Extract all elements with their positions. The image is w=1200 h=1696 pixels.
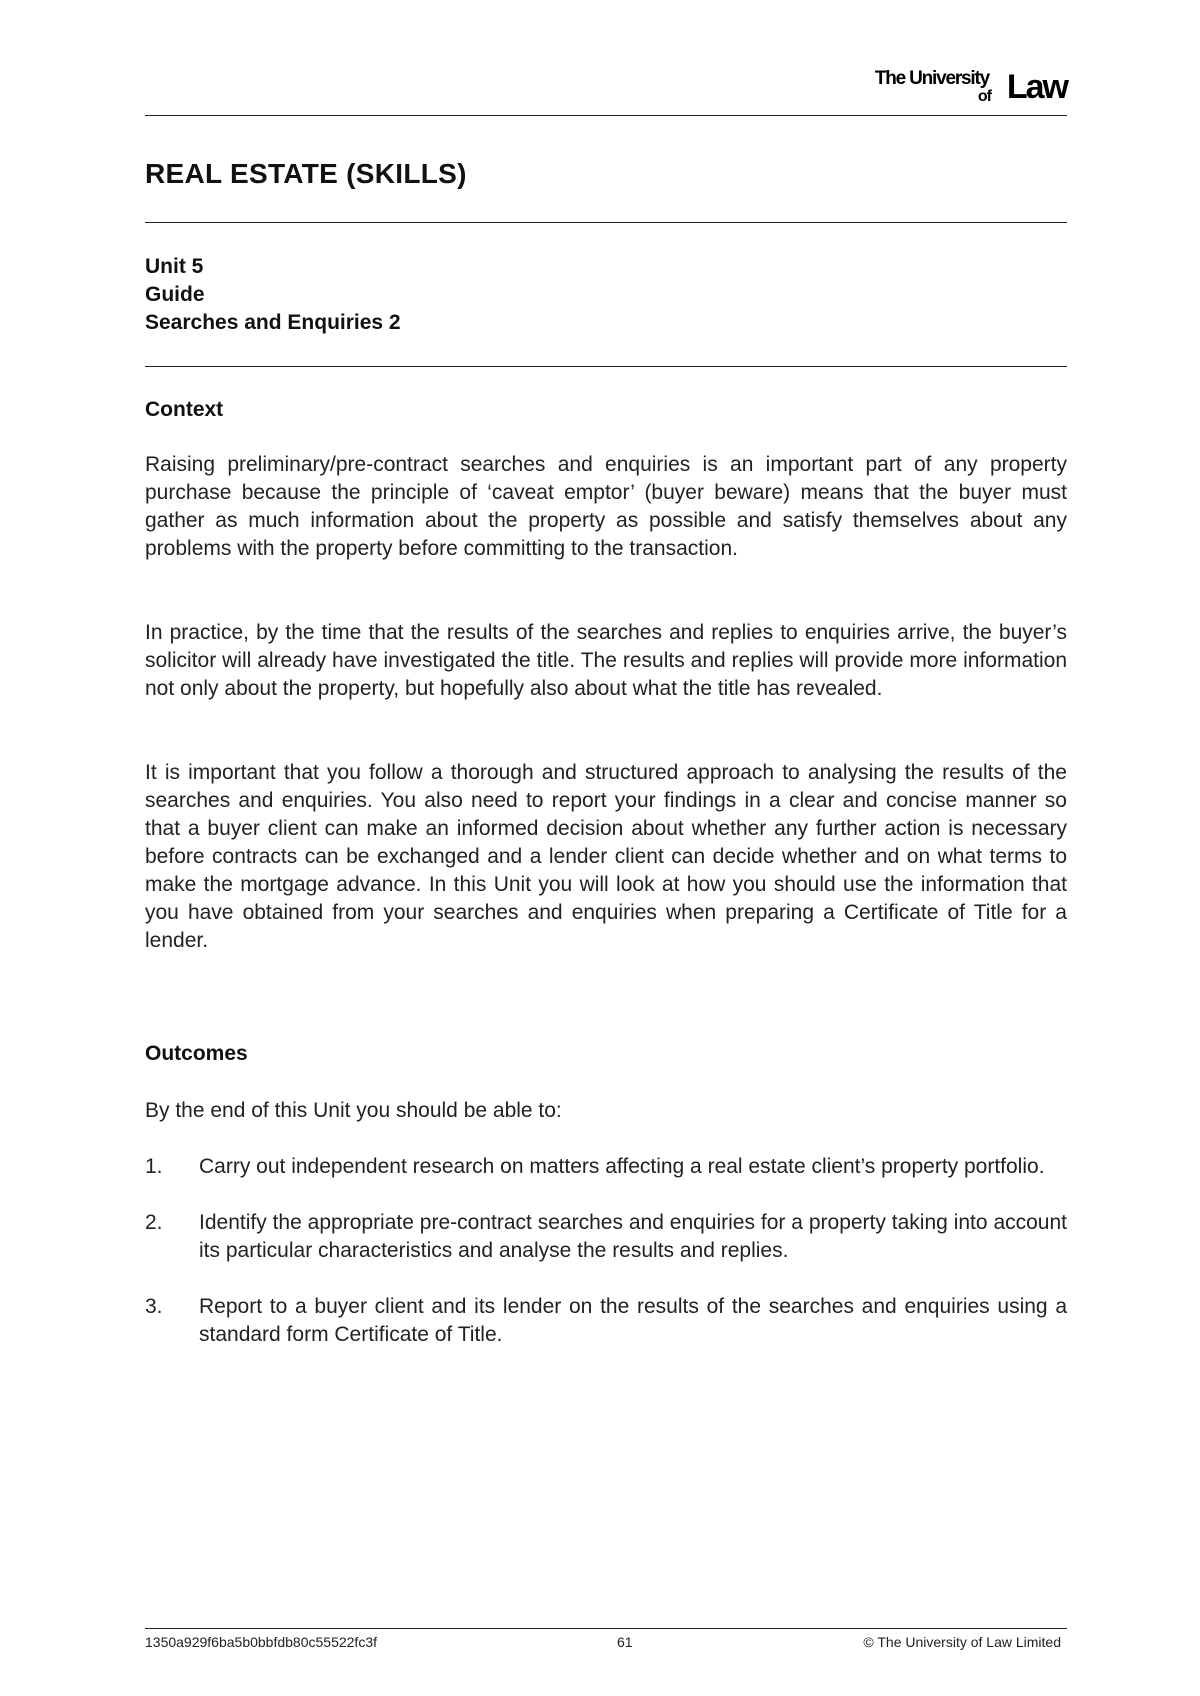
context-paragraph-1: Raising preliminary/pre-contract searches and enquiries is an important part of any property purchase because the principle of ‘caveat emptor’ (buyer beware) means that the buyer must gather as much information about the property as possible and satisfy themselves about any problems with the property before committing to the transaction. <box>145 453 1067 560</box>
context-heading: Context <box>145 398 224 421</box>
footer-rule <box>145 1628 1067 1629</box>
outcomes-heading: Outcomes <box>145 1042 248 1065</box>
outcomes-intro: By the end of this Unit you should be able to: <box>145 1099 562 1122</box>
unit-block <box>145 253 401 337</box>
outcomes-list <box>145 1153 1067 1377</box>
university-of-law-logo <box>857 66 1067 106</box>
unit-name: Searches and Enquiries 2 <box>145 311 401 334</box>
page-number: 61 <box>617 1634 633 1650</box>
list-item-text: Identify the appropriate pre-contract searches and enquiries for a property taking into account its particular characteristics and analyse the results and replies. <box>199 1211 1067 1262</box>
logo-law: Law <box>1006 68 1067 106</box>
document-code: 1350a929f6ba5b0bbfdb80c55522fc3f <box>145 1634 377 1650</box>
header-rule <box>145 115 1067 116</box>
document-page <box>145 0 1067 1696</box>
logo-line1: The University <box>874 68 989 89</box>
list-item-number: 1. <box>145 1155 163 1178</box>
page-footer <box>145 1634 1067 1654</box>
title-rule <box>145 222 1067 223</box>
list-item-number: 3. <box>145 1295 163 1318</box>
context-paragraph-3: It is important that you follow a thorough and structured approach to analysing the results of the searches and enquiries. You also need to report your findings in a clear and concise manner so that a buyer client can make an informed decision about whether any further action is necessary before contracts can be exchanged and a lender client can decide whether and on what terms to make the mortgage advance. In this Unit you will look at how you should use the information that you have obtained from your searches and enquiries when preparing a Certificate of Title for a lender. <box>145 761 1067 952</box>
list-item <box>145 1153 1067 1181</box>
list-item <box>145 1209 1067 1265</box>
unit-rule <box>145 366 1067 367</box>
list-item-text: Carry out independent research on matters affecting a real estate client’s property portfolio. <box>199 1155 1045 1178</box>
context-paragraph-2: In practice, by the time that the results of the searches and replies to enquiries arrive, the buyer’s solicitor will already have investigated the title. The results and replies will provide more information not only about the property, but hopefully also about what the title has revealed. <box>145 621 1067 700</box>
document-title: REAL ESTATE (SKILLS) <box>145 158 467 189</box>
copyright-notice: © The University of Law Limited <box>863 1634 1061 1650</box>
list-item-number: 2. <box>145 1211 163 1234</box>
list-item <box>145 1293 1067 1349</box>
list-item-text: Report to a buyer client and its lender on the results of the searches and enquiries using a standard form Certificate of Title. <box>199 1295 1067 1346</box>
unit-number: Unit 5 <box>145 255 204 278</box>
unit-type: Guide <box>145 283 205 306</box>
logo-of: of <box>977 88 991 105</box>
